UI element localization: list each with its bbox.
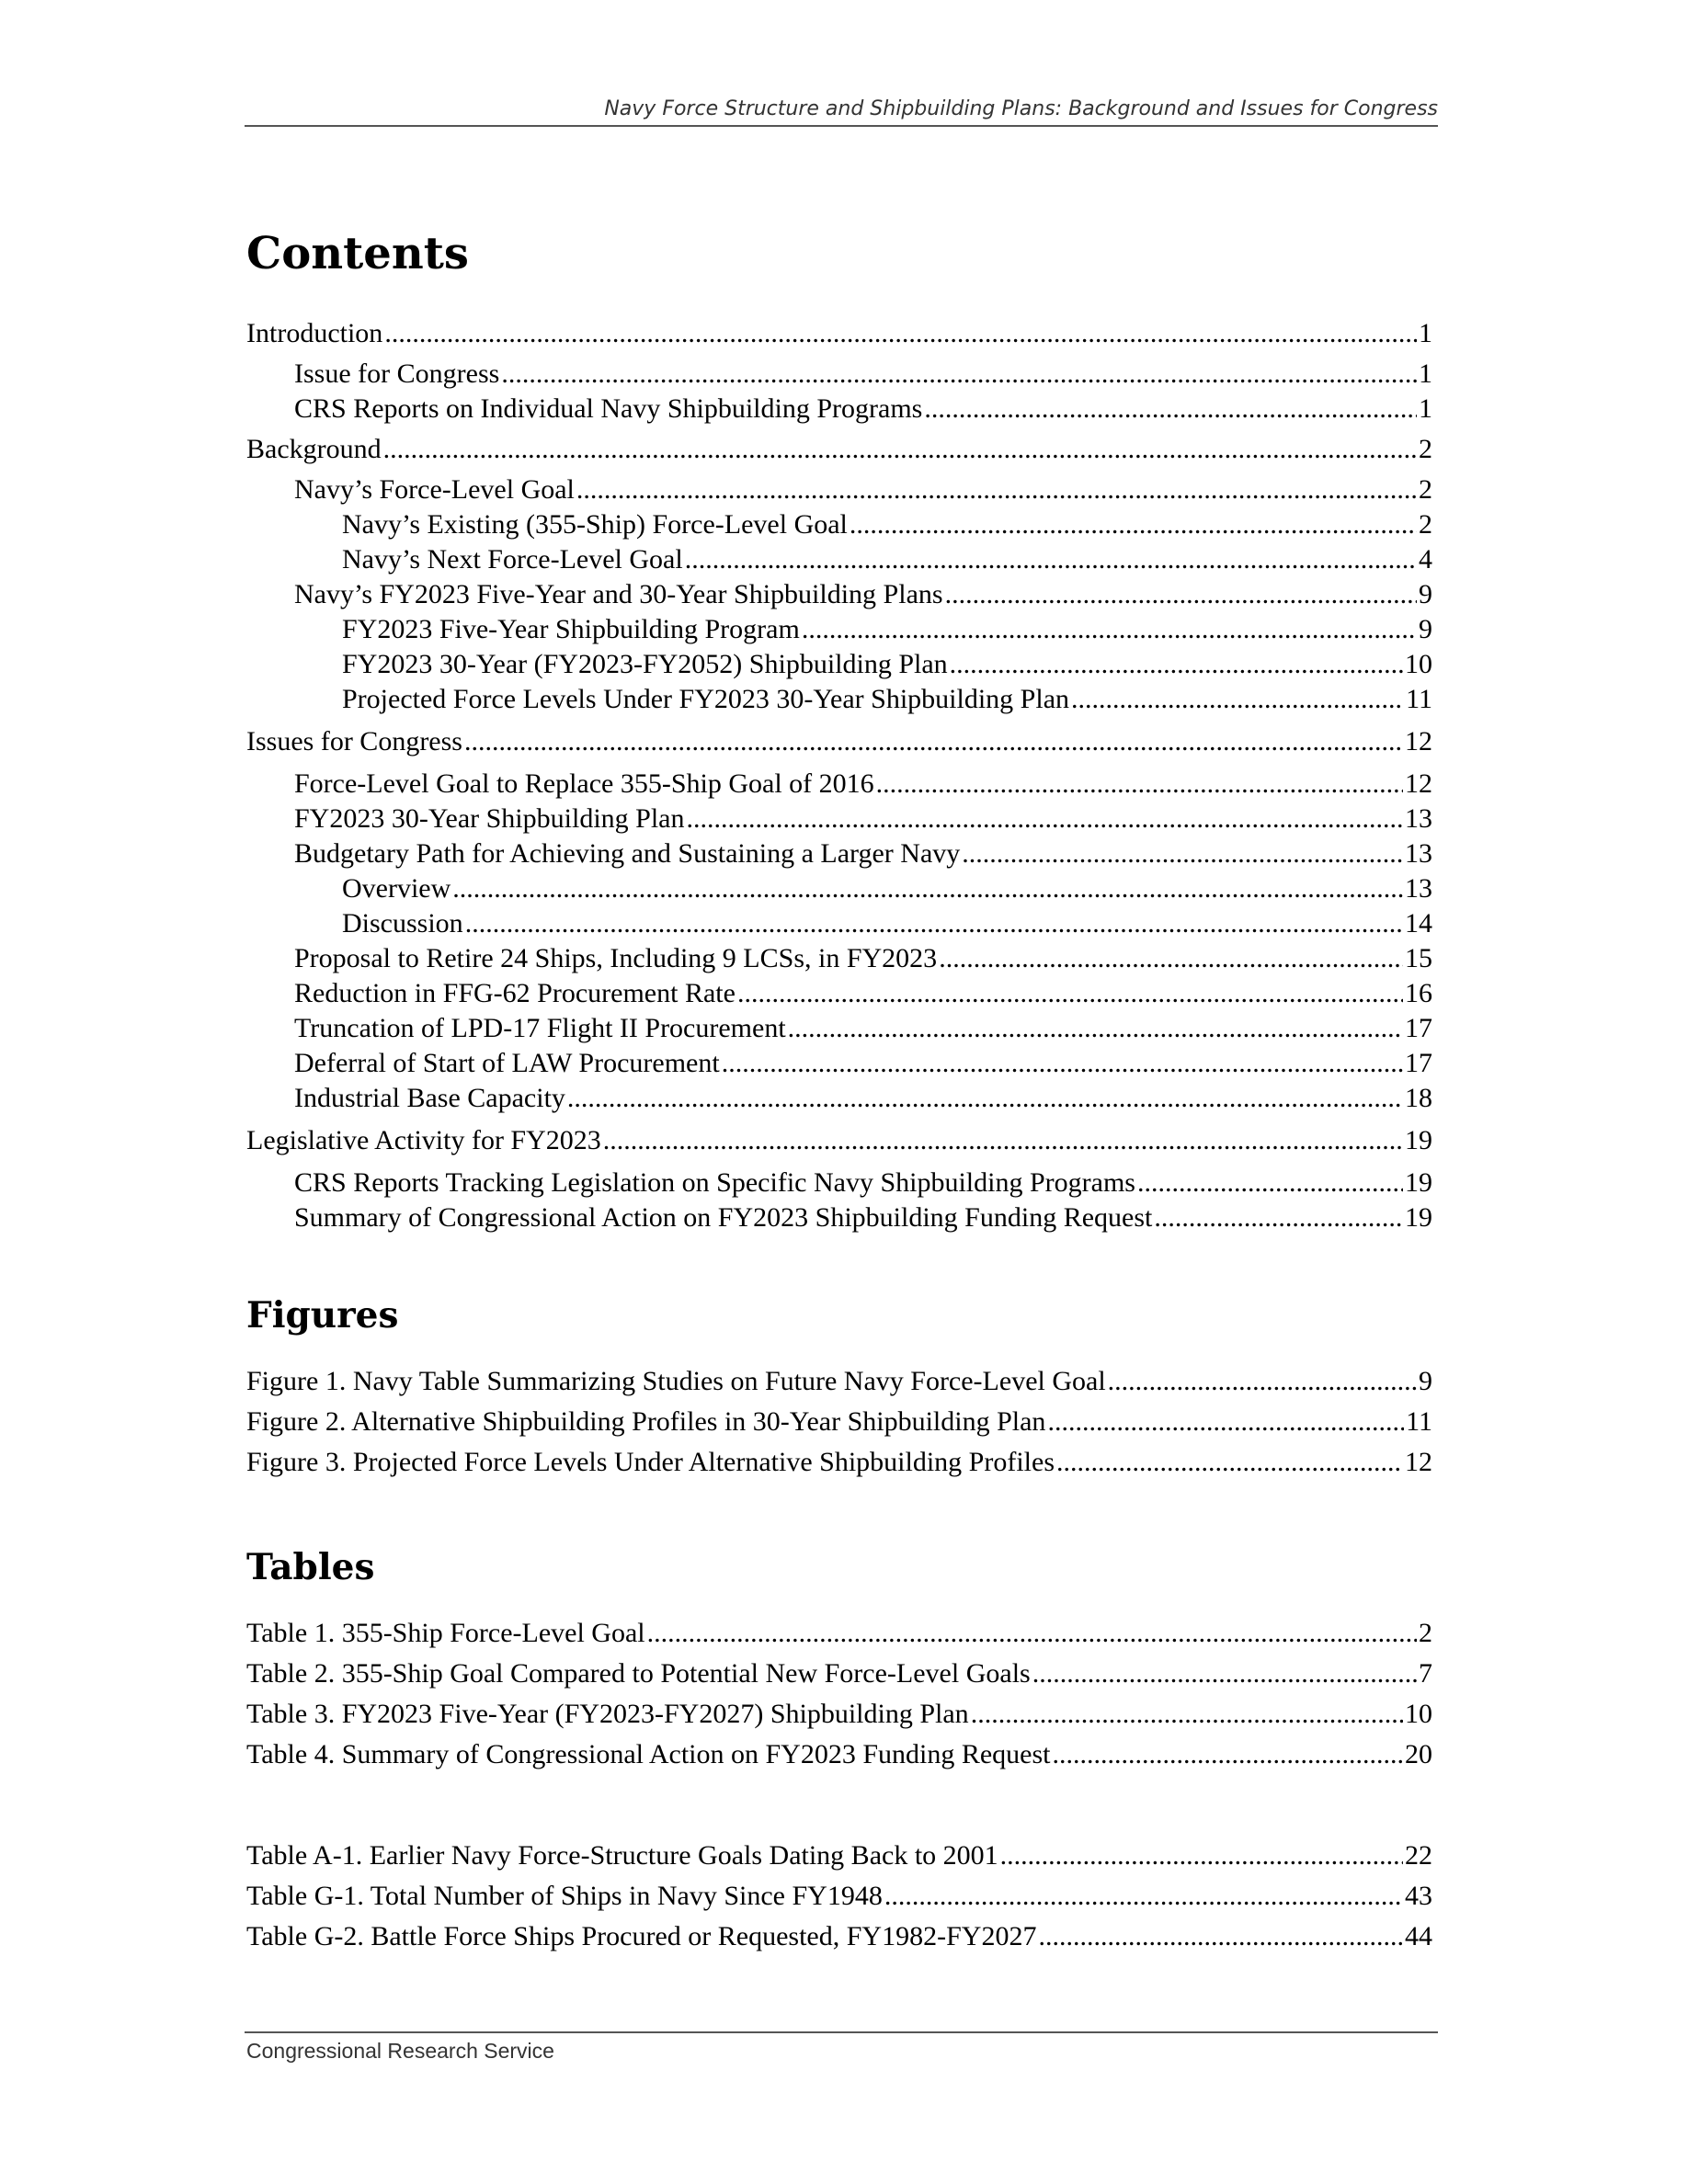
toc-entry-page-number: 2 (1419, 474, 1432, 505)
toc-entry-title: Table 3. FY2023 Five-Year (FY2023-FY2027) Shipbuilding Plan (246, 1699, 969, 1729)
tables-toc-entry[interactable] (246, 1919, 1432, 1954)
footer-rule (245, 2031, 1438, 2033)
header-rule (245, 125, 1438, 127)
dot-leader (685, 542, 1417, 577)
tables-toc-entry[interactable] (246, 1656, 1432, 1691)
toc-entry-page-number: 12 (1405, 1447, 1432, 1477)
toc-entry-page-number: 9 (1419, 1366, 1432, 1396)
dot-leader (950, 647, 1403, 682)
dot-leader (647, 1616, 1417, 1651)
dot-leader (1056, 1445, 1403, 1480)
dot-leader (924, 392, 1417, 427)
toc-entry-page-number: 1 (1419, 318, 1432, 348)
toc-entry-page-number: 17 (1405, 1048, 1432, 1078)
toc-entry-title: Force-Level Goal to Replace 355-Ship Goal of 2016 (294, 768, 874, 799)
dot-leader (1137, 1166, 1403, 1200)
toc-entry-title: Reduction in FFG-62 Procurement Rate (294, 978, 736, 1008)
dot-leader (802, 612, 1417, 647)
toc-entry-title: Background (246, 434, 382, 464)
toc-entry-title: Table G-2. Battle Force Ships Procured or Requested, FY1982-FY2027 (246, 1921, 1037, 1951)
contents-toc-entry[interactable] (246, 316, 1432, 351)
toc-entry-title: Table A-1. Earlier Navy Force-Structure Goals Dating Back to 2001 (246, 1840, 998, 1871)
contents-toc-entry[interactable] (246, 1081, 1432, 1116)
dot-leader (939, 941, 1403, 976)
contents-toc-entry[interactable] (246, 1046, 1432, 1081)
dot-leader (1038, 1919, 1403, 1954)
contents-toc-entry[interactable] (246, 1123, 1432, 1158)
toc-entry-title: Projected Force Levels Under FY2023 30-Year Shipbuilding Plan (342, 684, 1070, 714)
toc-entry-page-number: 2 (1419, 434, 1432, 464)
figures-toc-entry[interactable] (246, 1364, 1432, 1399)
contents-toc-entry[interactable] (246, 577, 1432, 612)
contents-toc-entry[interactable] (246, 682, 1432, 717)
toc-entry-page-number: 43 (1405, 1881, 1432, 1911)
dot-leader (576, 472, 1417, 507)
figures-heading: Figures (246, 1294, 399, 1337)
toc-entry-page-number: 12 (1405, 726, 1432, 756)
toc-entry-title: Figure 3. Projected Force Levels Under Alternative Shipbuilding Profiles (246, 1447, 1055, 1477)
toc-entry-page-number: 10 (1405, 1699, 1432, 1729)
toc-entry-title: Figure 2. Alternative Shipbuilding Profiles in 30-Year Shipbuilding Plan (246, 1406, 1046, 1437)
dot-leader (962, 836, 1403, 871)
toc-entry-title: Budgetary Path for Achieving and Sustaining a Larger Navy (294, 838, 961, 869)
dot-leader (1000, 1838, 1403, 1873)
dot-leader (384, 316, 1417, 351)
toc-entry-page-number: 4 (1419, 544, 1432, 574)
tables-toc-entry[interactable] (246, 1838, 1432, 1873)
toc-entry-title: Navy’s Next Force-Level Goal (342, 544, 683, 574)
toc-entry-page-number: 15 (1405, 943, 1432, 973)
dot-leader (971, 1697, 1403, 1732)
toc-entry-title: Table 1. 355-Ship Force-Level Goal (246, 1618, 645, 1648)
toc-entry-page-number: 14 (1405, 908, 1432, 938)
toc-entry-page-number: 13 (1405, 803, 1432, 834)
dot-leader (737, 976, 1403, 1011)
figures-toc-entry[interactable] (246, 1445, 1432, 1480)
contents-toc-entry[interactable] (246, 1200, 1432, 1235)
toc-entry-page-number: 2 (1419, 509, 1432, 540)
dot-leader (788, 1011, 1403, 1046)
toc-entry-page-number: 9 (1419, 614, 1432, 644)
dot-leader (465, 906, 1403, 941)
toc-entry-title: Legislative Activity for FY2023 (246, 1125, 601, 1155)
toc-entry-title: Summary of Congressional Action on FY2023 Shipbuilding Funding Request (294, 1202, 1153, 1233)
toc-entry-title: Discussion (342, 908, 463, 938)
dot-leader (452, 871, 1403, 906)
contents-toc-entry[interactable] (246, 906, 1432, 941)
toc-entry-page-number: 13 (1405, 873, 1432, 904)
toc-entry-title: Overview (342, 873, 451, 904)
contents-toc-entry[interactable] (246, 724, 1432, 759)
toc-entry-title: Introduction (246, 318, 383, 348)
toc-entry-title: Issues for Congress (246, 726, 462, 756)
toc-entry-title: FY2023 30-Year (FY2023-FY2052) Shipbuilding Plan (342, 649, 948, 679)
contents-toc-entry[interactable] (246, 1166, 1432, 1200)
dot-leader (1154, 1200, 1403, 1235)
contents-toc-entry[interactable] (246, 1011, 1432, 1046)
tables-toc-entry[interactable] (246, 1737, 1432, 1772)
toc-entry-title: Issue for Congress (294, 358, 500, 389)
toc-entry-title: Table G-1. Total Number of Ships in Navy Since FY1948 (246, 1881, 883, 1911)
dot-leader (501, 357, 1417, 392)
toc-entry-page-number: 19 (1405, 1202, 1432, 1233)
toc-entry-title: Table 2. 355-Ship Goal Compared to Potential New Force-Level Goals (246, 1658, 1031, 1689)
dot-leader (383, 432, 1417, 467)
contents-toc-entry[interactable] (246, 871, 1432, 906)
dot-leader (884, 1879, 1403, 1914)
toc-entry-title: Truncation of LPD-17 Flight II Procurement (294, 1013, 786, 1043)
toc-entry-page-number: 18 (1405, 1083, 1432, 1113)
dot-leader (945, 577, 1417, 612)
dot-leader (686, 802, 1403, 836)
toc-entry-title: Industrial Base Capacity (294, 1083, 565, 1113)
dot-leader (1071, 682, 1404, 717)
contents-toc-entry[interactable] (246, 612, 1432, 647)
tables-toc-entry[interactable] (246, 1879, 1432, 1914)
toc-entry-page-number: 2 (1419, 1618, 1432, 1648)
toc-entry-page-number: 20 (1405, 1739, 1432, 1769)
running-header: Navy Force Structure and Shipbuilding Plans: Background and Issues for Congress (604, 97, 1438, 120)
toc-entry-page-number: 11 (1406, 1406, 1432, 1437)
contents-toc-entry[interactable] (246, 976, 1432, 1011)
toc-entry-page-number: 22 (1405, 1840, 1432, 1871)
dot-leader (1047, 1405, 1404, 1439)
toc-entry-title: Navy’s Existing (355-Ship) Force-Level Goal (342, 509, 848, 540)
toc-entry-title: CRS Reports on Individual Navy Shipbuilding Programs (294, 393, 923, 424)
toc-entry-page-number: 19 (1405, 1167, 1432, 1198)
dot-leader (850, 507, 1417, 542)
toc-entry-title: Deferral of Start of LAW Procurement (294, 1048, 720, 1078)
contents-toc-entry[interactable] (246, 802, 1432, 836)
contents-toc-entry[interactable] (246, 542, 1432, 577)
dot-leader (1053, 1737, 1403, 1772)
tables-toc-entry[interactable] (246, 1697, 1432, 1732)
toc-entry-title: FY2023 30-Year Shipbuilding Plan (294, 803, 685, 834)
dot-leader (1108, 1364, 1417, 1399)
contents-toc-entry[interactable] (246, 432, 1432, 467)
contents-toc-entry[interactable] (246, 507, 1432, 542)
toc-entry-page-number: 12 (1405, 768, 1432, 799)
dot-leader (722, 1046, 1403, 1081)
tables-toc-entry[interactable] (246, 1616, 1432, 1651)
contents-toc-entry[interactable] (246, 392, 1432, 427)
dot-leader (603, 1123, 1403, 1158)
toc-entry-page-number: 1 (1419, 358, 1432, 389)
contents-toc-entry[interactable] (246, 647, 1432, 682)
dot-leader (464, 724, 1403, 759)
contents-toc-entry[interactable] (246, 836, 1432, 871)
toc-entry-title: Figure 1. Navy Table Summarizing Studies on Future Navy Force-Level Goal (246, 1366, 1106, 1396)
toc-entry-title: Proposal to Retire 24 Ships, Including 9 LCSs, in FY2023 (294, 943, 938, 973)
toc-entry-page-number: 10 (1405, 649, 1432, 679)
dot-leader (1032, 1656, 1417, 1691)
toc-entry-page-number: 16 (1405, 978, 1432, 1008)
toc-entry-title: Navy’s Force-Level Goal (294, 474, 575, 505)
toc-entry-title: FY2023 Five-Year Shipbuilding Program (342, 614, 800, 644)
contents-toc-entry[interactable] (246, 941, 1432, 976)
contents-heading: Contents (246, 228, 469, 279)
toc-entry-title: CRS Reports Tracking Legislation on Specific Navy Shipbuilding Programs (294, 1167, 1135, 1198)
toc-entry-page-number: 1 (1419, 393, 1432, 424)
toc-entry-title: Navy’s FY2023 Five-Year and 30-Year Shipbuilding Plans (294, 579, 943, 609)
contents-toc-entry[interactable] (246, 472, 1432, 507)
toc-entry-page-number: 13 (1405, 838, 1432, 869)
toc-entry-page-number: 17 (1405, 1013, 1432, 1043)
toc-entry-page-number: 19 (1405, 1125, 1432, 1155)
toc-entry-title: Table 4. Summary of Congressional Action on FY2023 Funding Request (246, 1739, 1051, 1769)
contents-toc-entry[interactable] (246, 357, 1432, 392)
dot-leader (567, 1081, 1403, 1116)
contents-toc-entry[interactable] (246, 767, 1432, 802)
dot-leader (876, 767, 1403, 802)
footer-organization: Congressional Research Service (246, 2039, 554, 2063)
toc-entry-page-number: 7 (1419, 1658, 1432, 1689)
toc-entry-page-number: 11 (1406, 684, 1432, 714)
toc-entry-page-number: 44 (1405, 1921, 1432, 1951)
figures-toc-entry[interactable] (246, 1405, 1432, 1439)
toc-entry-page-number: 9 (1419, 579, 1432, 609)
tables-heading: Tables (246, 1546, 375, 1588)
